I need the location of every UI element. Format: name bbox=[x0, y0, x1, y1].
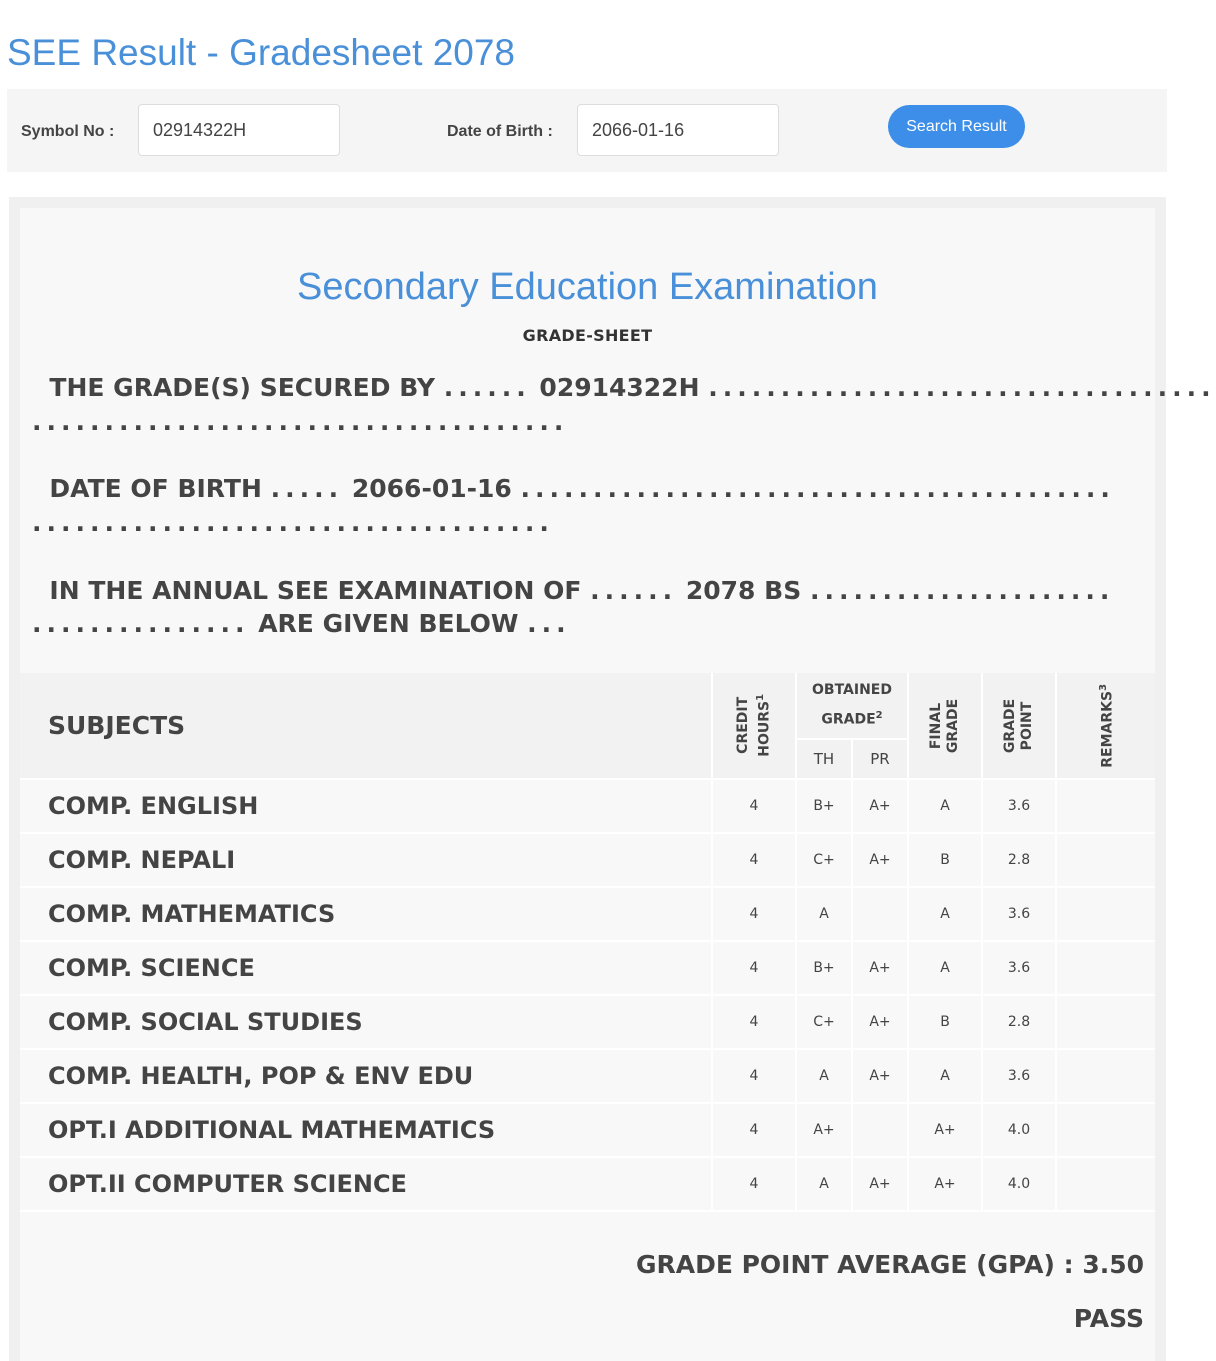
gp-cell: 3.6 bbox=[982, 941, 1056, 995]
dots-line: ..................................... bbox=[32, 407, 569, 436]
table-row bbox=[20, 887, 1155, 941]
credit-cell: 4 bbox=[712, 833, 796, 887]
gradesheet-container bbox=[9, 197, 1216, 1361]
final-header-line2: GRADE bbox=[945, 698, 962, 753]
remarks-header-sup: 3 bbox=[1098, 683, 1110, 691]
credit-cell: 4 bbox=[712, 995, 796, 1049]
symbol-input[interactable]: 02914322H bbox=[138, 104, 340, 156]
credit-cell: 4 bbox=[712, 1157, 796, 1211]
credit-header-line2: HOURS bbox=[756, 701, 773, 757]
gp-cell: 3.6 bbox=[982, 779, 1056, 833]
credit-cell: 4 bbox=[712, 779, 796, 833]
exam-value: 2078 BS bbox=[685, 576, 802, 605]
table-row bbox=[20, 1103, 1155, 1157]
given-below-text: ARE GIVEN BELOW bbox=[258, 609, 519, 638]
secured-by-line: THE GRADE(S) SECURED BY ...... 02914322H ................................... bbox=[49, 373, 1216, 402]
gp-header-line1: GRADE bbox=[1002, 698, 1019, 753]
th-cell: A bbox=[796, 1157, 852, 1211]
final-cell: A bbox=[908, 779, 982, 833]
table-row bbox=[20, 833, 1155, 887]
th-cell: C+ bbox=[796, 833, 852, 887]
subject-cell: COMP. HEALTH, POP & ENV EDU bbox=[20, 1049, 712, 1103]
search-result-button[interactable]: Search Result bbox=[888, 105, 1025, 148]
subject-cell: COMP. NEPALI bbox=[20, 833, 712, 887]
pr-cell: A+ bbox=[852, 1157, 908, 1211]
table-row bbox=[20, 995, 1155, 1049]
sheet-dob-label: DATE OF BIRTH bbox=[49, 474, 262, 503]
dob-input[interactable]: 2066-01-16 bbox=[577, 104, 779, 156]
gp-cell: 3.6 bbox=[982, 887, 1056, 941]
th-cell: B+ bbox=[796, 779, 852, 833]
secured-by-value: 02914322H bbox=[539, 373, 700, 402]
page-title: SEE Result - Gradesheet 2078 bbox=[7, 32, 516, 73]
table-row bbox=[20, 1049, 1155, 1103]
credit-header-line1: CREDIT bbox=[734, 697, 751, 755]
credit-cell: 4 bbox=[712, 941, 796, 995]
remarks-cell bbox=[1056, 833, 1155, 887]
obtained-grade-header bbox=[796, 673, 908, 739]
sheet-dob-value: 2066-01-16 bbox=[351, 474, 512, 503]
final-cell: A bbox=[908, 1049, 982, 1103]
th-cell: A+ bbox=[796, 1103, 852, 1157]
table-row bbox=[20, 779, 1155, 833]
th-header: TH bbox=[796, 739, 852, 779]
gp-cell: 4.0 bbox=[982, 1157, 1056, 1211]
remarks-cell bbox=[1056, 779, 1155, 833]
remarks-header-text: REMARKS bbox=[1099, 690, 1116, 768]
gp-header-line2: POINT bbox=[1019, 701, 1036, 750]
th-cell: C+ bbox=[796, 995, 852, 1049]
remarks-cell bbox=[1056, 1049, 1155, 1103]
final-cell: A+ bbox=[908, 1103, 982, 1157]
pr-header: PR bbox=[852, 739, 908, 779]
secured-by-label: THE GRADE(S) SECURED BY bbox=[49, 373, 435, 402]
dots-line: .................................... bbox=[32, 508, 554, 537]
subject-cell: OPT.II COMPUTER SCIENCE bbox=[20, 1157, 712, 1211]
remarks-cell bbox=[1056, 995, 1155, 1049]
gradesheet bbox=[20, 208, 1216, 1361]
final-cell: B bbox=[908, 995, 982, 1049]
given-below-line: ............... ARE GIVEN BELOW ... bbox=[32, 609, 571, 638]
remarks-cell bbox=[1056, 887, 1155, 941]
pr-cell: A+ bbox=[852, 941, 908, 995]
obtained-header-sup: 2 bbox=[875, 710, 883, 722]
table-row bbox=[20, 941, 1155, 995]
remarks-cell bbox=[1056, 1157, 1155, 1211]
credit-hours-header bbox=[712, 673, 796, 779]
subjects-header: SUBJECTS bbox=[20, 673, 712, 779]
gpa-line bbox=[636, 1248, 1144, 1282]
obtained-header-line2: GRADE bbox=[821, 711, 876, 728]
table-row bbox=[20, 1157, 1155, 1211]
th-cell: A bbox=[796, 887, 852, 941]
final-header-line1: FINAL bbox=[928, 702, 945, 749]
credit-cell: 4 bbox=[712, 1049, 796, 1103]
gpa-value: 3.50 bbox=[1082, 1250, 1144, 1279]
pr-cell: A+ bbox=[852, 1049, 908, 1103]
gp-cell: 2.8 bbox=[982, 833, 1056, 887]
subject-cell: COMP. SCIENCE bbox=[20, 941, 712, 995]
final-cell: A bbox=[908, 887, 982, 941]
pr-cell: A+ bbox=[852, 779, 908, 833]
th-cell: B+ bbox=[796, 941, 852, 995]
pr-cell: A+ bbox=[852, 995, 908, 1049]
gp-cell: 2.8 bbox=[982, 995, 1056, 1049]
gp-cell: 3.6 bbox=[982, 1049, 1056, 1103]
sheet-heading: Secondary Education Examination bbox=[297, 266, 878, 308]
credit-cell: 4 bbox=[712, 887, 796, 941]
credit-header-sup: 1 bbox=[754, 694, 766, 702]
subject-cell: COMP. SOCIAL STUDIES bbox=[20, 995, 712, 1049]
remarks-cell bbox=[1056, 1103, 1155, 1157]
exam-label: IN THE ANNUAL SEE EXAMINATION OF bbox=[49, 576, 582, 605]
dob-line: DATE OF BIRTH ..... 2066-01-16 ......................................... bbox=[49, 474, 1115, 503]
gpa-label: GRADE POINT AVERAGE (GPA) : bbox=[635, 1250, 1074, 1279]
credit-cell: 4 bbox=[712, 1103, 796, 1157]
obtained-header-line1: OBTAINED bbox=[812, 682, 892, 699]
pr-cell bbox=[852, 887, 908, 941]
dob-label: Date of Birth : bbox=[447, 123, 553, 140]
remarks-cell bbox=[1056, 941, 1155, 995]
search-form bbox=[7, 89, 1167, 172]
exam-line: IN THE ANNUAL SEE EXAMINATION OF ...... 2078 BS ..................... bbox=[49, 576, 1115, 605]
subject-cell: COMP. MATHEMATICS bbox=[20, 887, 712, 941]
remarks-header bbox=[1056, 673, 1155, 779]
final-cell: B bbox=[908, 833, 982, 887]
grade-point-header bbox=[982, 673, 1056, 779]
subject-cell: OPT.I ADDITIONAL MATHEMATICS bbox=[20, 1103, 712, 1157]
final-grade-header bbox=[908, 673, 982, 779]
th-cell: A bbox=[796, 1049, 852, 1103]
final-cell: A+ bbox=[908, 1157, 982, 1211]
result-status: PASS bbox=[1073, 1304, 1144, 1333]
gp-cell: 4.0 bbox=[982, 1103, 1056, 1157]
pr-cell: A+ bbox=[852, 833, 908, 887]
pr-cell bbox=[852, 1103, 908, 1157]
grades-table bbox=[20, 673, 1155, 1212]
final-cell: A bbox=[908, 941, 982, 995]
subject-cell: COMP. ENGLISH bbox=[20, 779, 712, 833]
symbol-label: Symbol No : bbox=[21, 123, 115, 140]
sheet-subheading: GRADE-SHEET bbox=[522, 326, 653, 345]
